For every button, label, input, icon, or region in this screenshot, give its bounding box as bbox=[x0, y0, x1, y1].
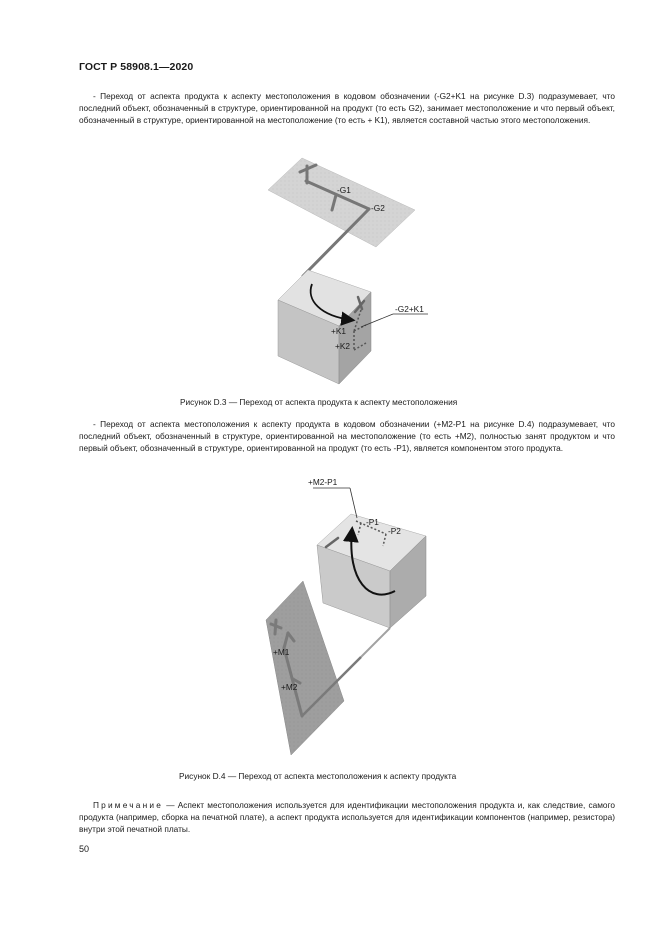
label-m2: +M2 bbox=[281, 682, 298, 692]
location-structure-plane bbox=[266, 581, 344, 755]
label-k1: +K1 bbox=[331, 326, 346, 336]
note-heading: Примечание bbox=[93, 800, 164, 810]
label-m2p1: +M2-P1 bbox=[308, 477, 338, 487]
document-header: ГОСТ Р 58908.1—2020 bbox=[79, 61, 194, 73]
paragraph-location-to-product: - Переход от аспекта местоположения к аспекту продукта в кодовом обозначении (+M2-P1 на рисунке D.4) подразумевает, что последний объект, обозначенный в структуре, ориентированной на местоположение (то есть +M2), полностью занят продуктом и что первый объект, обозначенный в структуре, ориентированной на продукт (то есть -P1), является компонентом этого продукта. bbox=[79, 419, 615, 454]
label-m1: +M1 bbox=[273, 647, 290, 657]
page-number: 50 bbox=[79, 844, 90, 854]
label-g2k1: -G2+K1 bbox=[395, 304, 424, 314]
label-p2: -P2 bbox=[388, 526, 401, 536]
label-g1: -G1 bbox=[337, 185, 351, 195]
caption-figure-d4: Рисунок D.4 — Переход от аспекта местоположения к аспекту продукта bbox=[179, 771, 457, 781]
label-p1: -P1 bbox=[366, 517, 379, 527]
label-k2: +K2 bbox=[335, 341, 350, 351]
label-g2: -G2 bbox=[371, 203, 385, 213]
note-body: — Аспект местоположения используется для идентификации местоположения продукта и, как следствие, самого продукта (например, сборка на печатной плате), а аспект продукта используется для идентификации компонентов (например, резистора) внутри этой печатной платы. bbox=[79, 800, 615, 835]
note-paragraph bbox=[79, 799, 615, 836]
caption-figure-d3: Рисунок D.3 — Переход от аспекта продукта к аспекту местоположения bbox=[180, 397, 458, 407]
paragraph-product-to-location: - Переход от аспекта продукта к аспекту местоположения в кодовом обозначении (-G2+K1 на рисунке D.3) подразумевает, что последний объект, обозначенный в структуре, ориентированной на продукт (то есть G2), занимает местоположение и что первый объект, обозначенный в структуре, ориентированной на местоположение (то есть + K1), является составной частью этого местоположения. bbox=[79, 91, 615, 126]
